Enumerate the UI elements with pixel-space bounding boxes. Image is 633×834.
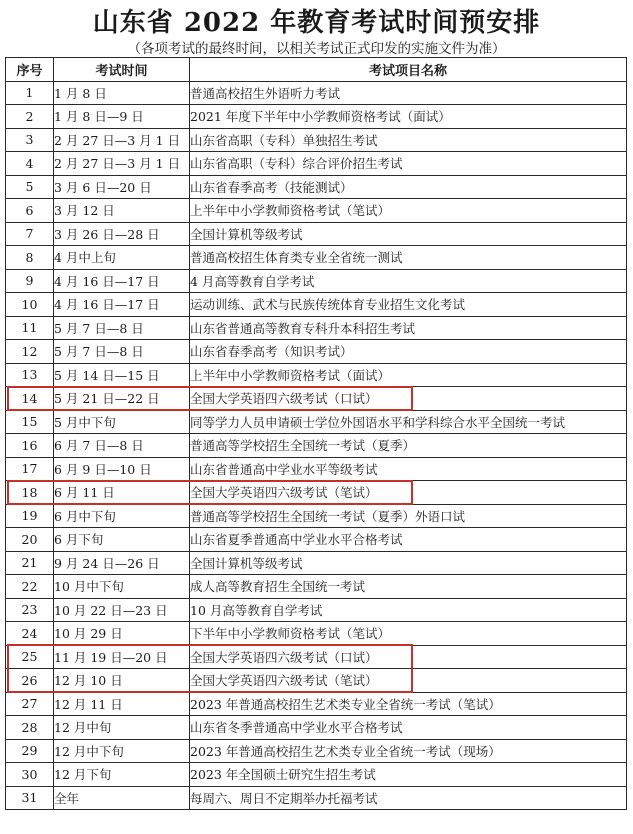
row-number: 5 (6, 175, 54, 199)
exam-time: 10 月 22 日—23 日 (54, 598, 190, 622)
exam-name: 全国大学英语四六级考试（口试） (190, 387, 627, 411)
exam-time: 1 月 8 日 (54, 81, 190, 105)
exam-time: 6 月 9 日—10 日 (54, 457, 190, 481)
row-number: 31 (6, 786, 54, 810)
exam-name: 全国计算机等级考试 (190, 222, 627, 246)
exam-name: 2023 年普通高校招生艺术类专业全省统一考试（现场） (190, 739, 627, 763)
table-row (6, 598, 627, 622)
table-row (6, 692, 627, 716)
exam-time: 3 月 26 日—28 日 (54, 222, 190, 246)
table-row (6, 575, 627, 599)
exam-name: 山东省高职（专科）单独招生考试 (190, 128, 627, 152)
exam-name: 全国大学英语四六级考试（口试） (190, 645, 627, 669)
row-number: 21 (6, 551, 54, 575)
row-number: 23 (6, 598, 54, 622)
exam-time: 2 月 27 日—3 月 1 日 (54, 152, 190, 176)
exam-time: 10 月中下旬 (54, 575, 190, 599)
exam-time: 1 月 8 日—9 日 (54, 105, 190, 129)
exam-time: 5 月 7 日—8 日 (54, 316, 190, 340)
table-row (6, 387, 627, 411)
exam-time: 3 月 6 日—20 日 (54, 175, 190, 199)
table-row (6, 528, 627, 552)
exam-name: 下半年中小学教师资格考试（笔试） (190, 622, 627, 646)
table-row (6, 340, 627, 364)
header-no: 序号 (6, 58, 54, 82)
exam-time: 4 月 16 日—17 日 (54, 293, 190, 317)
table-row (6, 622, 627, 646)
table-row (6, 481, 627, 505)
row-number: 13 (6, 363, 54, 387)
table-row (6, 645, 627, 669)
table-row (6, 434, 627, 458)
exam-name: 普通高校招生外语听力考试 (190, 81, 627, 105)
exam-name: 普通高等学校招生全国统一考试（夏季） (190, 434, 627, 458)
exam-name: 同等学力人员申请硕士学位外国语水平和学科综合水平全国统一考试 (190, 410, 627, 434)
table-header-row (6, 58, 627, 82)
exam-name: 全国大学英语四六级考试（笔试） (190, 481, 627, 505)
exam-time: 4 月 16 日—17 日 (54, 269, 190, 293)
exam-name: 全国大学英语四六级考试（笔试） (190, 669, 627, 693)
exam-name: 山东省普通高中学业水平等级考试 (190, 457, 627, 481)
row-number: 14 (6, 387, 54, 411)
row-number: 11 (6, 316, 54, 340)
exam-name: 4 月高等教育自学考试 (190, 269, 627, 293)
exam-name: 山东省高职（专科）综合评价招生考试 (190, 152, 627, 176)
page-title: 山东省 2022 年教育考试时间预安排 (92, 8, 541, 38)
exam-time: 10 月 29 日 (54, 622, 190, 646)
row-number: 26 (6, 669, 54, 693)
table-row (6, 669, 627, 693)
exam-name: 普通高校招生体育类专业全省统一测试 (190, 246, 627, 270)
exam-name: 山东省普通高等教育专科升本科招生考试 (190, 316, 627, 340)
exam-time: 11 月 19 日—20 日 (54, 645, 190, 669)
row-number: 1 (6, 81, 54, 105)
table-row (6, 222, 627, 246)
exam-name: 全国计算机等级考试 (190, 551, 627, 575)
row-number: 16 (6, 434, 54, 458)
row-number: 7 (6, 222, 54, 246)
exam-name: 10 月高等教育自学考试 (190, 598, 627, 622)
row-number: 22 (6, 575, 54, 599)
exam-name: 山东省春季高考（知识考试） (190, 340, 627, 364)
table-row (6, 739, 627, 763)
row-number: 18 (6, 481, 54, 505)
table-row (6, 81, 627, 105)
row-number: 3 (6, 128, 54, 152)
exam-time: 6 月 7 日—8 日 (54, 434, 190, 458)
row-number: 8 (6, 246, 54, 270)
header-time: 考试时间 (54, 58, 190, 82)
table-row (6, 410, 627, 434)
exam-name: 2021 年度下半年中小学教师资格考试（面试） (190, 105, 627, 129)
exam-name: 普通高等学校招生全国统一考试（夏季）外语口试 (190, 504, 627, 528)
exam-time: 6 月下旬 (54, 528, 190, 552)
header-name: 考试项目名称 (190, 58, 627, 82)
row-number: 4 (6, 152, 54, 176)
row-number: 12 (6, 340, 54, 364)
row-number: 6 (6, 199, 54, 223)
row-number: 15 (6, 410, 54, 434)
exam-time: 12 月 11 日 (54, 692, 190, 716)
table-row (6, 551, 627, 575)
row-number: 27 (6, 692, 54, 716)
table-row (6, 716, 627, 740)
table-row (6, 786, 627, 810)
exam-time: 12 月中下旬 (54, 739, 190, 763)
exam-time: 3 月 12 日 (54, 199, 190, 223)
exam-time: 6 月 11 日 (54, 481, 190, 505)
table-row (6, 504, 627, 528)
table-row (6, 763, 627, 787)
table-body (6, 81, 627, 810)
exam-name: 2023 年全国硕士研究生招生考试 (190, 763, 627, 787)
exam-name: 山东省冬季普通高中学业水平合格考试 (190, 716, 627, 740)
exam-time: 5 月 14 日—15 日 (54, 363, 190, 387)
row-number: 17 (6, 457, 54, 481)
exam-schedule-table (5, 57, 627, 810)
row-number: 2 (6, 105, 54, 129)
exam-name: 运动训练、武术与民族传统体育专业招生文化考试 (190, 293, 627, 317)
row-number: 24 (6, 622, 54, 646)
exam-time: 全年 (54, 786, 190, 810)
exam-time: 2 月 27 日—3 月 1 日 (54, 128, 190, 152)
exam-time: 5 月中下旬 (54, 410, 190, 434)
table-row (6, 246, 627, 270)
exam-name: 上半年中小学教师资格考试（笔试） (190, 199, 627, 223)
exam-time: 12 月中旬 (54, 716, 190, 740)
exam-time: 5 月 21 日—22 日 (54, 387, 190, 411)
row-number: 29 (6, 739, 54, 763)
row-number: 28 (6, 716, 54, 740)
exam-time: 12 月 10 日 (54, 669, 190, 693)
table-row (6, 152, 627, 176)
row-number: 10 (6, 293, 54, 317)
table-row (6, 363, 627, 387)
table-row (6, 293, 627, 317)
row-number: 30 (6, 763, 54, 787)
row-number: 20 (6, 528, 54, 552)
exam-time: 12 月下旬 (54, 763, 190, 787)
exam-time: 4 月中上旬 (54, 246, 190, 270)
page-subtitle: （各项考试的最终时间，以相关考试正式印发的实施文件为准） (127, 41, 506, 57)
exam-time: 5 月 7 日—8 日 (54, 340, 190, 364)
exam-name: 山东省夏季普通高中学业水平合格考试 (190, 528, 627, 552)
exam-name: 山东省春季高考（技能测试） (190, 175, 627, 199)
exam-name: 成人高等教育招生全国统一考试 (190, 575, 627, 599)
exam-name: 每周六、周日不定期举办托福考试 (190, 786, 627, 810)
exam-time: 9 月 24 日—26 日 (54, 551, 190, 575)
table-row (6, 199, 627, 223)
table-row (6, 269, 627, 293)
exam-time: 6 月中下旬 (54, 504, 190, 528)
table-row (6, 128, 627, 152)
row-number: 19 (6, 504, 54, 528)
table-row (6, 105, 627, 129)
row-number: 9 (6, 269, 54, 293)
row-number: 25 (6, 645, 54, 669)
table-row (6, 457, 627, 481)
exam-name: 上半年中小学教师资格考试（面试） (190, 363, 627, 387)
table-row (6, 175, 627, 199)
table-row (6, 316, 627, 340)
exam-name: 2023 年普通高校招生艺术类专业全省统一考试（笔试） (190, 692, 627, 716)
